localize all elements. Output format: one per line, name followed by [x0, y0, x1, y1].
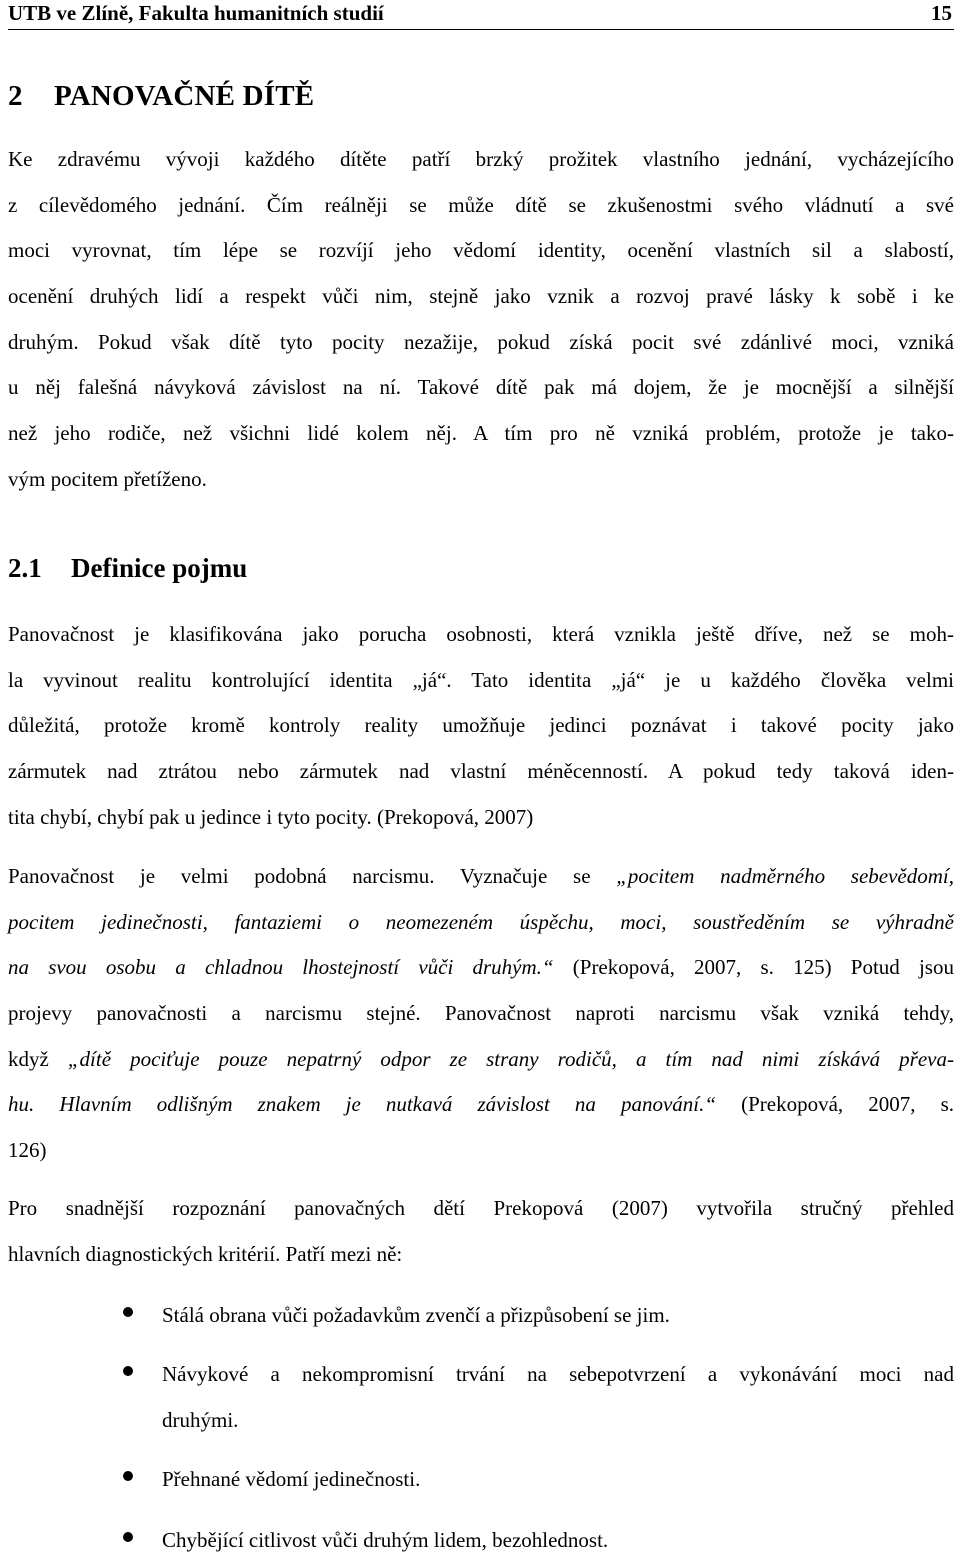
list-item-line: Chybějící citlivost vůči druhým lidem, bezohlednost.: [162, 1528, 609, 1552]
quote-text: na svou osobu a chladnou lhostejností vůči druhým.“: [8, 955, 554, 980]
bullet-icon: [123, 1471, 133, 1481]
header-title: UTB ve Zlíně, Fakulta humanitních studií: [8, 1, 384, 25]
text-line: [8, 1037, 954, 1083]
text-line: Panovačnost je klasifikována jako porucha osobnosti, která vznikla ještě dříve, než se moh-: [8, 622, 954, 646]
text-line: tita chybí, chybí pak u jedince i tyto pocity. (Prekopová, 2007): [8, 804, 534, 829]
list-item-line: druhými.: [162, 1407, 239, 1432]
list-item-text: [162, 1293, 954, 1339]
text-line: u něj falešná návyková závislost na ní. Takové dítě pak má dojem, že je mocnější a silnější: [8, 375, 954, 400]
narcissism-paragraph: [8, 854, 954, 1174]
quote-text: „pocitem nadměrného sebevědomí,: [616, 864, 954, 888]
list-item-line: Stálá obrana vůči požadavkům zvenčí a přizpůsobení se jim.: [162, 1303, 670, 1327]
intro-paragraph: [8, 137, 954, 503]
running-header: [8, 0, 954, 30]
citation-text: (Prekopová, 2007, s. 125) Potud jsou: [553, 955, 954, 980]
list-item-line: Návykové a nekompromisní trvání na sebepotvrzení a vykonávání moci nad: [162, 1362, 954, 1386]
chapter-number: 2: [8, 80, 23, 112]
text-line: z cílevědomého jednání. Čím reálněji se může dítě se zkušenostmi svého vládnutí a své: [8, 192, 954, 217]
definition-paragraph: [8, 612, 954, 840]
citation-text: 126): [8, 1138, 47, 1163]
text-line: hlavních diagnostických kritérií. Patří mezi ně:: [8, 1241, 403, 1266]
text-line: [8, 900, 954, 946]
list-item-line: Přehnané vědomí jedinečnosti.: [162, 1467, 421, 1491]
chapter-title: PANOVAČNÉ DÍTĚ: [54, 80, 315, 112]
section-heading: [8, 553, 247, 584]
text-line: [8, 1082, 954, 1128]
quote-text: hu. Hlavním odlišným znakem je nutkavá závislost na panování.“: [8, 1092, 717, 1117]
plain-text: projevy panovačnosti a narcismu stejné. Panovačnost naproti narcismu však vzniká tehdy,: [8, 1001, 954, 1026]
quote-text: „dítě pociťuje pouze nepatrný odpor ze strany rodičů, a tím nad nimi získává převa-: [67, 1046, 954, 1071]
text-line: Pro snadnější rozpoznání panovačných dětí Prekopová (2007) vytvořila stručný přehled: [8, 1196, 954, 1220]
text-line: důležitá, protože kromě kontroly reality umožňuje jedinci poznávat i takové pocity jako: [8, 713, 954, 738]
list-item-text: [162, 1457, 954, 1503]
quote-text: pocitem jedinečnosti, fantaziemi o neomezeném úspěchu, moci, soustředěním se výhradně: [8, 909, 954, 934]
text-line: [8, 854, 954, 900]
text-line: ocenění druhých lidí a respekt vůči nim, stejně jako vznik a rozvoj pravé lásky k sobě i ke: [8, 284, 954, 309]
citation-text: (Prekopová, 2007, s.: [716, 1092, 955, 1117]
bullet-icon: [123, 1307, 133, 1317]
criteria-paragraph: [8, 1186, 954, 1277]
text-line: [8, 1128, 954, 1174]
list-item-text: [162, 1352, 954, 1443]
text-line: la vyvinout realitu kontrolující identita „já“. Tato identita „já“ je u každého člověka velmi: [8, 667, 954, 692]
text-line: vým pocitem přetíženo.: [8, 466, 207, 491]
page-number: 15: [931, 1, 952, 25]
text-line: [8, 945, 954, 991]
plain-text: Panovačnost je velmi podobná narcismu. Vyznačuje se: [8, 864, 617, 888]
bullet-icon: [123, 1366, 133, 1376]
text-line: než jeho rodiče, než všichni lidé kolem něj. A tím pro ně vzniká problém, protože je tako-: [8, 421, 954, 446]
section-title: Definice pojmu: [71, 553, 248, 583]
list-item-text: [162, 1518, 954, 1564]
text-line: druhým. Pokud však dítě tyto pocity nezažije, pokud získá pocit své zdánlivé moci, vzniká: [8, 329, 954, 354]
bullet-icon: [123, 1532, 133, 1542]
text-line: moci vyrovnat, tím lépe se rozvíjí jeho vědomí identity, ocenění vlastních sil a slabostí,: [8, 238, 954, 263]
text-line: [8, 991, 954, 1037]
text-line: zármutek nad ztrátou nebo zármutek nad vlastní méněcenností. A pokud tedy taková iden-: [8, 759, 954, 784]
section-number: 2.1: [8, 553, 42, 583]
text-line: Ke zdravému vývoji každého dítěte patří brzký prožitek vlastního jednání, vycházejícího: [8, 147, 954, 171]
chapter-heading: [8, 80, 314, 113]
plain-text: když: [8, 1046, 68, 1071]
